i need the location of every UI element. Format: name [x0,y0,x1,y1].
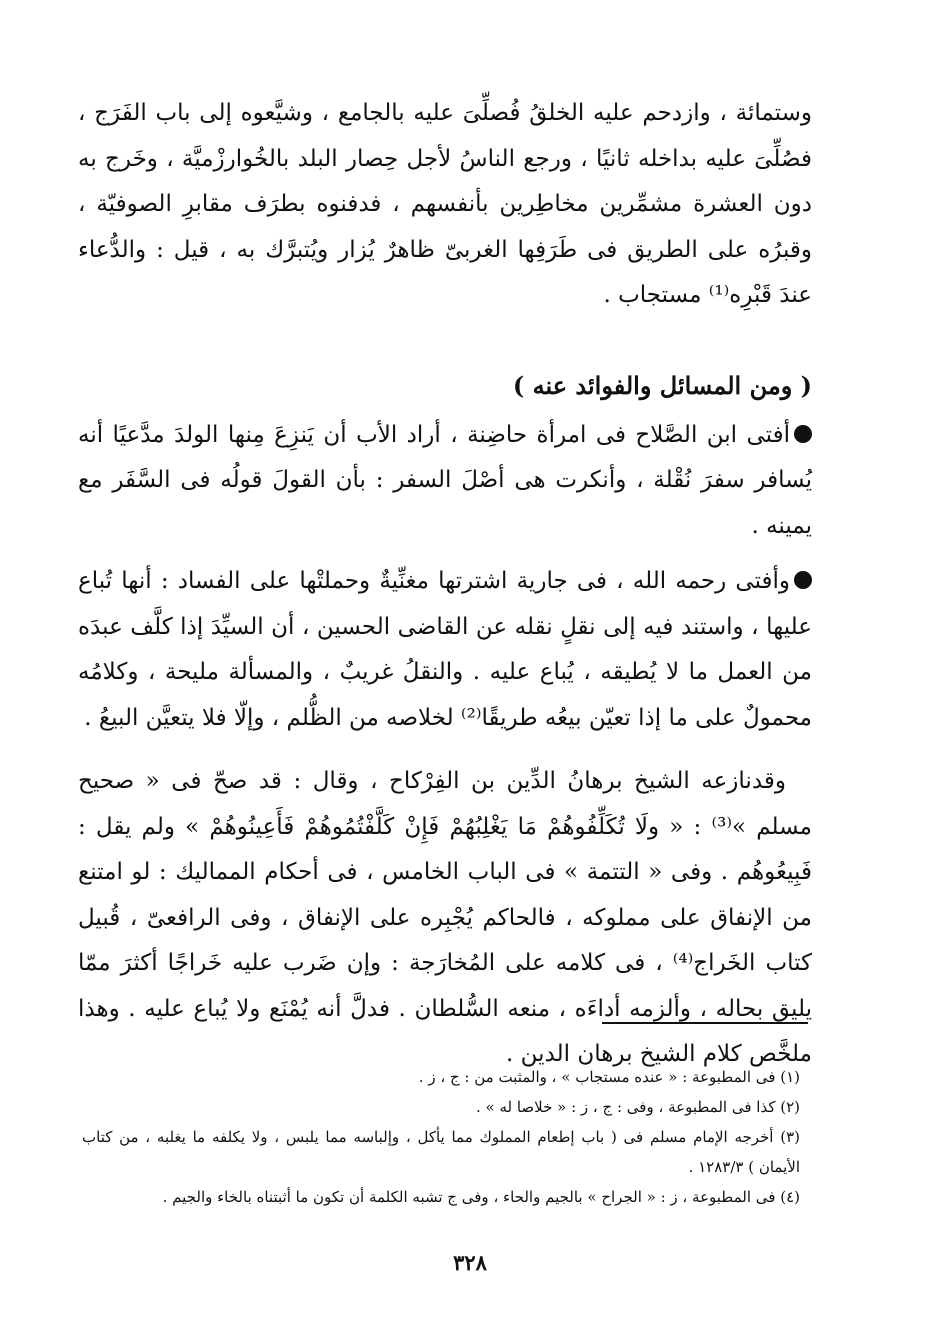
page-number: ٣٢٨ [453,1250,487,1275]
footnote-4: (٤) فى المطبوعة ، ز : « الجراح » بالجيم والحاء ، وفى ج تشبه الكلمة أن تكون ما أثبتناه بالخاء والجيم . [162,1188,800,1206]
fatwa-1-text: أفتى ابن الصَّلاح فى امرأة حاضِنة ، أراد الأب أن يَنزِعَ مِنها الولدَ مدَّعيًا أنه يُسافر سفرَ نُقْلة ، وأنكرت هى أصْلَ السفر : بأن القولَ قولُه فى السَّفَر مع يمينه . [78,421,812,539]
main-text-body [78,0,812,1078]
fatwa-paragraph-2 [78,559,812,741]
bullet-icon [794,571,812,589]
bullet-icon [794,425,812,443]
intro-paragraph: وستمائة ، وازدحم عليه الخلقُ فُصلِّىَ عليه بالجامع ، وشيَّعوه إلى باب الفَرَج ، فصُلِّىَ عليه بداخله ثانيًا ، ورجع الناسُ لأجل حِصار البلد بالخُوارزْميَّة ، وخَرج به دون العشرة مشمِّرين مخاطِرين بأنفسهم ، فدفنوه بطرَف مقابرِ الصوفيّة ، وقبرُه على الطريق فى طَرَفِها الغربىّ ظاهرٌ يُزار ويُتبرَّك به ، قيل : والدُّعاء عندَ قَبْرِه⁽¹⁾ مستجاب . [78,100,812,308]
footnote-1: (١) فى المطبوعة : « عنده مستجاب » ، والمثبت من : ج ، ز . [418,1068,800,1086]
footnote-2: (٢) كذا فى المطبوعة ، وفى : ج ، ز : « خلاصا له » . [475,1098,800,1116]
section-heading: ( ومن المسائل والفوائد عنه ) [512,370,812,400]
footnote-3: (٣) أخرجه الإمام مسلم فى ( باب إطعام المملوك مما يأكل ، وإلباسه مما يلبس ، ولا يكلفه ما يغلبه ، من كتاب الأيمان ) ١٢٨٣/٣ . [82,1128,800,1176]
footnotes-section [82,1062,808,1212]
dispute-paragraph: وقدنازعه الشيخ برهانُ الدِّين بن الفِرْكاح ، وقال : قد صحّ فى « صحيح مسلم »⁽³⁾ : « ولَا تُكَلِّفُوهُمْ مَا يَغْلِبُهُمْ فَإِنْ كَلَّفْتُمُوهُمْ فَأَعِينُوهُمْ » ولم يقل : فَبِيعُوهُم . وفى « التتمة » فى الباب الخامس ، فى أحكام المماليك : لو امتنع من الإنفاق على مملوكه ، فالحاكم يُجْبِره على الإنفاق ، وفى الرافعىّ ، قُبيل كتاب الخَراج⁽⁴⁾ ، فى كلامه على المُخارَجة : وإن ضَرب عليه خَراجًا أكثرَ ممّا يليق بحاله ، وألزمه أداءَه ، منعه السُّلطان . فدلَّ أنه يُمْنَع ولا يُباع عليه . وهذا ملخَّص كلام الشيخ برهان الدين . [78,768,812,1067]
fatwa-paragraph-1 [78,413,812,550]
fatwa-2-text: وأفتى رحمه الله ، فى جارية اشترتها مغنِّيةٌ وحملتْها على الفساد : أنها تُباع عليها ، واستند فيه إلى نقلٍ نقله عن القاضى الحسين ، أن السيِّدَ إذا كلَّف عبدَه من العمل ما لا يُطيقه ، يُباع عليه . والنقلُ غريبٌ ، والمسألة مليحة ، وكلامُه محمولٌ على ما إذا تعيّن بيعُه طريقًا⁽²⁾ لخلاصه من الظُّلم ، وإلّا فلا يتعيَّن البيعُ . [78,568,813,731]
footnote-divider [602,1022,808,1024]
